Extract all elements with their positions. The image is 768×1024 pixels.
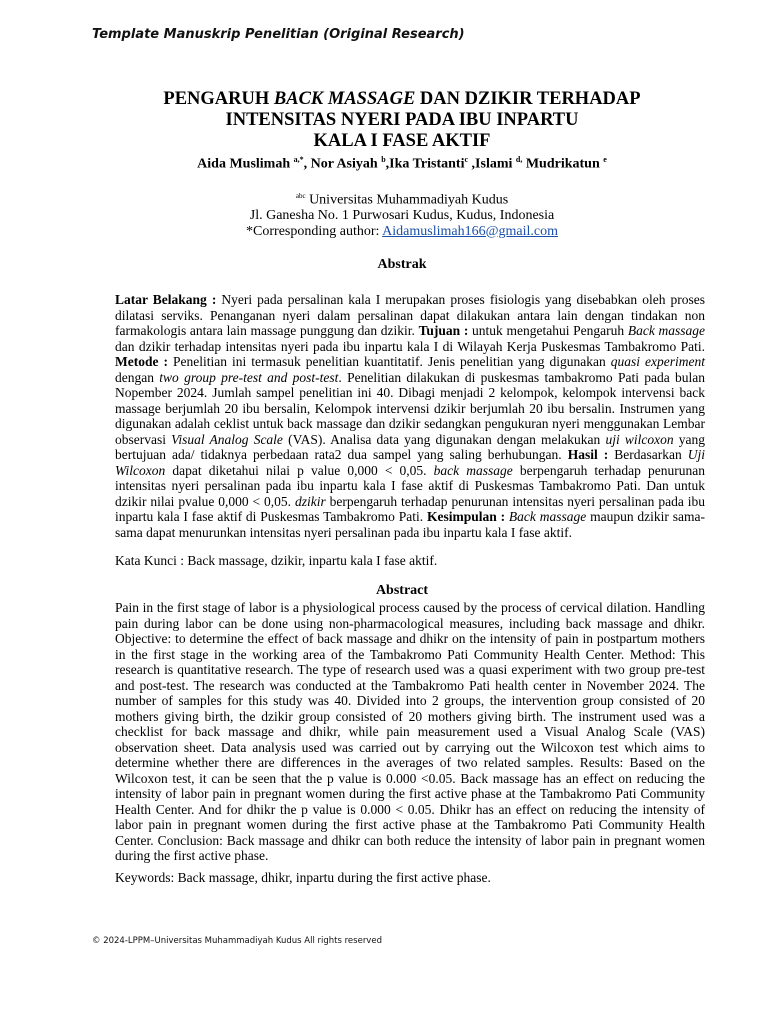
italic-term: uji wilcoxon — [605, 431, 674, 447]
body-text: yang bertujuan ada/ tidaknya perbedaan rata2 dua sampel yang saling berhubungan. — [115, 431, 705, 462]
section-label: Metode : — [115, 354, 168, 369]
abstract-keywords: Keywords: Back massage, dhikr, inpartu during the first active phase. — [115, 870, 491, 885]
body-text: dapat diketahui nilai p value 0,000 < 0,05. — [165, 462, 434, 478]
institution-name: Universitas Muhammadiyah Kudus — [305, 192, 509, 208]
title-text: PENGARUH — [163, 89, 274, 109]
affiliation-institution — [60, 189, 744, 208]
abstrak-keywords: Kata Kunci : Back massage, dzikir, inpartu kala I fase aktif. — [115, 553, 438, 568]
body-text: Nyeri pada persalinan kala I merupakan proses fisiologis yang disebabkan oleh proses dilatasi serviks. Penanganan nyeri dalam persalinan dapat dilakukan antara lain dengan tindakan non farmakologis antara lain massage punggung dan dzikir. — [115, 292, 705, 338]
italic-term: quasi experiment — [610, 354, 705, 369]
corresponding-label: *Corresponding author: — [246, 223, 383, 239]
author-affil-mark: e — [603, 155, 607, 164]
italic-term: Uji Wilcoxon — [115, 447, 705, 478]
italic-term: back massage — [433, 462, 513, 478]
section-label: Latar Belakang : — [115, 292, 217, 307]
author-name: , Nor Asiyah — [303, 156, 382, 172]
italic-term: Back massage — [508, 509, 587, 524]
body-text: maupun dzikir sama-sama dapat menurunkan intensitas nyeri persalinan pada ibu inpartu kala I fase aktif. — [115, 509, 705, 540]
title-italic-text: BACK MASSAGE — [273, 89, 416, 109]
journal-header: Template Manuskrip Penelitian (Original Research) — [92, 27, 465, 42]
body-text: dengan — [115, 369, 160, 385]
italic-term: Back massage — [627, 323, 706, 338]
author-name: Aida Muslimah — [197, 156, 294, 172]
title-line-3: KALA I FASE AKTIF — [313, 131, 491, 151]
body-text: berpengaruh terhadap penurunan intensitas nyeri persalinan pada ibu inpartu kala I fase aktif di Puskesmas Tambakromo Pati. — [115, 493, 705, 524]
body-text: dan dzikir terhadap intensitas nyeri pada ibu inpartu kala I di Wilayah Kerja Puskesmas Tambakromo Pati. — [115, 338, 705, 354]
affiliation-address: Jl. Ganesha No. 1 Purwosari Kudus, Kudus, Indonesia — [249, 208, 555, 224]
affiliation-block — [60, 189, 744, 239]
body-text: berpengaruh terhadap penurunan intensitas nyeri persalinan pada ibu inpartu kala I fase aktif di Puskesmas Tambakromo Pati. Dan untuk dzikir nilai pvalue 0,000 < 0,05. — [115, 462, 705, 509]
paper-title — [80, 89, 724, 152]
abstract-heading: Abstract — [375, 583, 429, 598]
author-affil-mark: c — [464, 155, 469, 164]
corresponding-author — [60, 224, 744, 240]
italic-term: two group pre-test and post-test — [159, 369, 339, 385]
corresponding-email-link[interactable]: Aidamuslimah166@gmail.com — [382, 223, 558, 239]
title-line-1 — [80, 89, 724, 110]
author-affil-mark: a,* — [293, 155, 304, 164]
section-label: Hasil : — [567, 447, 609, 462]
body-text: Penelitian ini termasuk penelitian kuantitatif. Jenis penelitian yang digunakan — [168, 354, 611, 369]
author-name: ,Islami — [468, 156, 516, 172]
title-line-2: INTENSITAS NYERI PADA IBU INPARTU — [225, 110, 579, 130]
abstrak-heading: Abstrak — [377, 257, 427, 272]
body-text: (VAS). Analisa data yang digunakan dengan melakukan — [282, 431, 606, 447]
copyright-footer: © 2024-LPPM–Universitas Muhammadiyah Kudus All rights reserved — [92, 936, 382, 946]
body-text: untuk mengetahui Pengaruh — [468, 323, 628, 338]
affiliation-mark: abc — [295, 192, 306, 200]
section-label: Kesimpulan : — [426, 509, 506, 524]
abstrak-body — [115, 292, 705, 540]
author-name: ,Ika Tristanti — [385, 156, 465, 172]
italic-term: Visual Analog Scale — [171, 431, 283, 447]
abstract-body: Pain in the first stage of labor is a physiological process caused by the process of cervical dilation. Handling pain during labor can be done using non-pharmacological measures, including back massage and dhikr. Objective: to determine the effect of back massage and dhikr on the intensity of pain in postpartum mothers in the first stage in the working area of the Tambakromo Pati Community Health Center. Method: This research is quantitative research. The type of research used was a quasi experiment with two group pre-test and post-test. The research was conducted at the Tambakromo Pati health center in November 2024. The number of samples for this study was 40. Divided into 2 groups, the intervention group consisted of 20 mothers giving birth, the dzikir group consisted of 20 mothers giving birth. The instrument used was a checklist for back massage and dhikr, while pain measurement used a Visual Analog Scale (VAS) observation sheet. Data analysis used was carried out by carrying out the Wilcoxon test which aims to determine whether there are differences in the averages of two related samples. Results: Based on the Wilcoxon test, it can be seen that the p value is 0.000 <0.05. Back massage has an effect on reducing the intensity of labor pain in pregnant women during the first active phase at the Tambakromo Pati Community Health Center. And for dhikr the p value is 0.000 < 0.05. Dhikr has an effect on reducing the intensity of labor pain in pregnant women during the first active phase at the Tambakromo Pati Community Health Center. Conclusion: Back massage and dhikr can both reduce the intensity of labor pain in pregnant women during the first active phase. — [115, 600, 705, 863]
section-label: Tujuan : — [418, 323, 469, 338]
author-list — [60, 155, 744, 173]
body-text: Berdasarkan — [608, 447, 688, 462]
italic-term: dzikir — [294, 493, 326, 509]
body-text: . Penelitian dilakukan di puskesmas tambakromo Pati pada bulan Nopember 2024. Jumlah sampel penelitian ini 40. Dibagi menjadi 2 kelompok, kelompok intervensi back massage berjumlah 20 ibu bersalin, Kelompok intervensi dzikir berjumlah 20 ibu bersalin. Instrumen yang digunakan adalah ceklist untuk back massage dan dzikir sedangkan pengukuran nyeri menggunakan Lembar observasi — [115, 369, 706, 447]
author-affil-mark: b — [381, 155, 386, 164]
author-affil-mark: d, — [515, 155, 523, 164]
title-text: DAN DZIKIR TERHADAP — [415, 89, 641, 109]
author-name: Mudrikatun — [522, 156, 604, 172]
